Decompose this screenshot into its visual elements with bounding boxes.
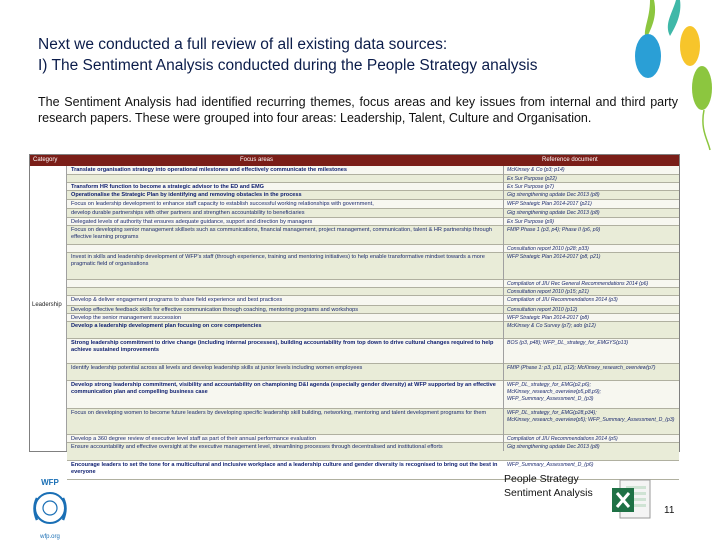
attachment-label: [504, 472, 593, 500]
focus-area-cell: Operationalise the Strategic Plan by identifying and removing obstacles in the process: [71, 192, 302, 199]
reference-cell: Ex Sur Purpose (p9): [507, 219, 554, 226]
slide-title: [38, 34, 638, 76]
reference-cell: WFP Strategic Plan 2014-2017 (p8): [507, 315, 589, 322]
reference-cell: Consultation report 2010 (p28; p33): [507, 245, 589, 252]
decorative-leaves: [632, 0, 720, 150]
focus-area-cell: Encourage leaders to set the tone for a multicultural and inclusive workplace and a leadership culture and gender diversity is recognised to bring out the best in everyone: [71, 462, 498, 476]
attachment-label-line-2: Sentiment Analysis: [504, 487, 593, 499]
column-divider: [503, 166, 504, 451]
svg-text:WFP: WFP: [41, 478, 59, 487]
focus-area-cell: Develop effective feedback skills for effective communication through coaching, mentoring programs and workshops: [71, 307, 359, 314]
reference-cell: Consultation report 2010 (p15; p21): [507, 288, 589, 295]
focus-area-cell: Transform HR function to become a strategic advisor to the ED and EMG: [71, 184, 265, 191]
table-row: [67, 435, 679, 443]
svg-text:wfp.org: wfp.org: [40, 534, 60, 540]
table-row: [67, 364, 679, 381]
reference-cell: Gig strengthening update Dec 2013 (p8): [507, 192, 600, 199]
reference-cell: WFP_DL_strategy_for_EMG(p28,p34); McKinsey_research_overview(p5); WFP_Summary_Assessment_D_(p3): [507, 409, 675, 423]
title-line-1: Next we conducted a full review of all existing data sources:: [38, 36, 448, 53]
focus-area-cell: Delegated levels of authority that ensures adequate guidance, support and direction by managers: [71, 219, 313, 226]
table-row: [67, 209, 679, 218]
focus-area-cell: Strong leadership commitment to drive change (including internal processes), building accountability from top down to drive cultural changes required to help achieve sustained improvements: [71, 340, 494, 354]
table-row: [67, 166, 679, 175]
header-reference-document: Reference document: [542, 157, 598, 163]
table-row: [67, 200, 679, 209]
table-row: [67, 306, 679, 314]
table-row: [67, 443, 679, 461]
reference-cell: WFP_DL_strategy_for_EMG(p2,p6); McKinsey_research_overview(p5,p8,p9); WFP_Summary_Assessment_D_(p3): [507, 382, 601, 403]
reference-cell: WFP_Summary_Assessment_D_(p6): [507, 462, 594, 469]
reference-cell: Gig strengthening update Dec 2013 (p8): [507, 210, 600, 217]
intro-paragraph: The Sentiment Analysis had identified recurring themes, focus areas and key issues from internal and third party research papers. These were grouped into four areas: Leadership, Talent, Culture and Organisation.: [38, 95, 678, 125]
reference-cell: McKinsey & Co Survey (p7); ado (p12): [507, 323, 596, 330]
focus-area-cell: Invest in skills and leadership development of WFP's staff (through experience, training and mentoring initiatives) to help enable transformative mindset towards a more pragmatic field of organisations: [71, 253, 485, 267]
table-row: [67, 226, 679, 244]
table-row: [67, 175, 679, 183]
focus-area-cell: Develop the senior management succession: [71, 315, 182, 322]
focus-area-cell: Focus on developing women to become future leaders by developing specific leadership skill building, networking, mentoring and talent development programs for them: [71, 409, 487, 416]
table-row: [67, 409, 679, 435]
focus-area-cell: Develop strong leadership commitment, visibility and accountability on championing D&I agenda (especially gender diversity) at WFP supported by an effective communication plan and compelling business case: [71, 382, 496, 396]
focus-area-cell: Translate organisation strategy into operational milestones and effectively communicate the milestones: [71, 167, 348, 173]
reference-cell: Compilation of JIU Recommendations 2014 (p3): [507, 296, 618, 303]
table-row: [67, 296, 679, 306]
focus-area-cell: develop durable partnerships with other partners and strengthen accountability to beneficiaries: [71, 210, 305, 217]
table-row: [67, 381, 679, 408]
table-row: [67, 218, 679, 226]
focus-area-cell: Focus on leadership development to enhance staff capacity to establish successful working relationships with government,: [71, 201, 374, 208]
reference-cell: WFP Strategic Plan 2014-2017 (p8, p21): [507, 253, 601, 260]
table-row: [67, 253, 679, 280]
reference-cell: McKinsey & Co (p3; p14): [507, 167, 565, 173]
reference-cell: Gig strengthening update Dec 2013 (p8): [507, 443, 600, 450]
table-row: [67, 288, 679, 296]
table-row: [67, 280, 679, 288]
focus-area-cell: Focus on developing senior management skillsets such as communications, financial management, project management, communication, talent & HR partnership through effective learning programs: [71, 227, 492, 241]
reference-cell: FMIP (Phase 1: p3, p11, p12); McKinsey_research_overview(p7): [507, 365, 656, 372]
title-line-2: I) The Sentiment Analysis conducted during the People Strategy analysis: [38, 57, 538, 74]
reference-cell: Ex Sur Purpose (p22): [507, 176, 557, 183]
table-row: [67, 314, 679, 322]
reference-cell: Compilation of JIU Rec General Recommendations 2014 (p6): [507, 280, 649, 287]
excel-file-icon[interactable]: [610, 476, 652, 522]
focus-area-cell: Develop & deliver engagement programs to share field experience and best practices: [71, 296, 283, 303]
table-row: [67, 245, 679, 253]
table-row: [67, 322, 679, 339]
reference-cell: WFP Strategic Plan 2014-2017 (p21): [507, 201, 592, 208]
focus-area-cell: Develop a 360 degree review of executive level staff as part of their annual performance evaluation: [71, 435, 316, 442]
focus-area-cell: Develop a leadership development plan focusing on core competencies: [71, 323, 262, 330]
reference-cell: Compilation of JIU Recommendations 2014 (p5): [507, 435, 618, 442]
table-row: [67, 339, 679, 364]
focus-area-cell: Identify leadership potential across all levels and develop leadership skills at junior levels including women employees: [71, 365, 363, 372]
wfp-logo: [28, 476, 72, 540]
category-label: Leadership: [32, 302, 62, 308]
table-row: [67, 191, 679, 200]
table-row: [67, 183, 679, 191]
reference-cell: BOS (p3, p48); WFP_DL_strategy_for_EMGYS(p13): [507, 340, 629, 347]
attachment-label-line-1: People Strategy: [504, 473, 579, 485]
header-focus-areas: Focus areas: [240, 157, 274, 163]
reference-cell: FMIP Phase 1 (p3, p4); Phase II (p6, p9): [507, 227, 601, 234]
page-number: 11: [664, 505, 675, 516]
header-category: Category: [33, 157, 58, 163]
focus-area-cell: Ensure accountability and effective oversight at the executive management level, streamlining processes through decentralised and institutional efforts: [71, 443, 443, 450]
table-rows: [67, 166, 679, 480]
reference-cell: Ex Sur Purpose (p7): [507, 184, 554, 191]
reference-cell: Consultation report 2010 (p12): [507, 307, 578, 314]
category-column: [30, 166, 67, 451]
focus-areas-table: [29, 154, 680, 476]
table-header: [30, 155, 679, 166]
